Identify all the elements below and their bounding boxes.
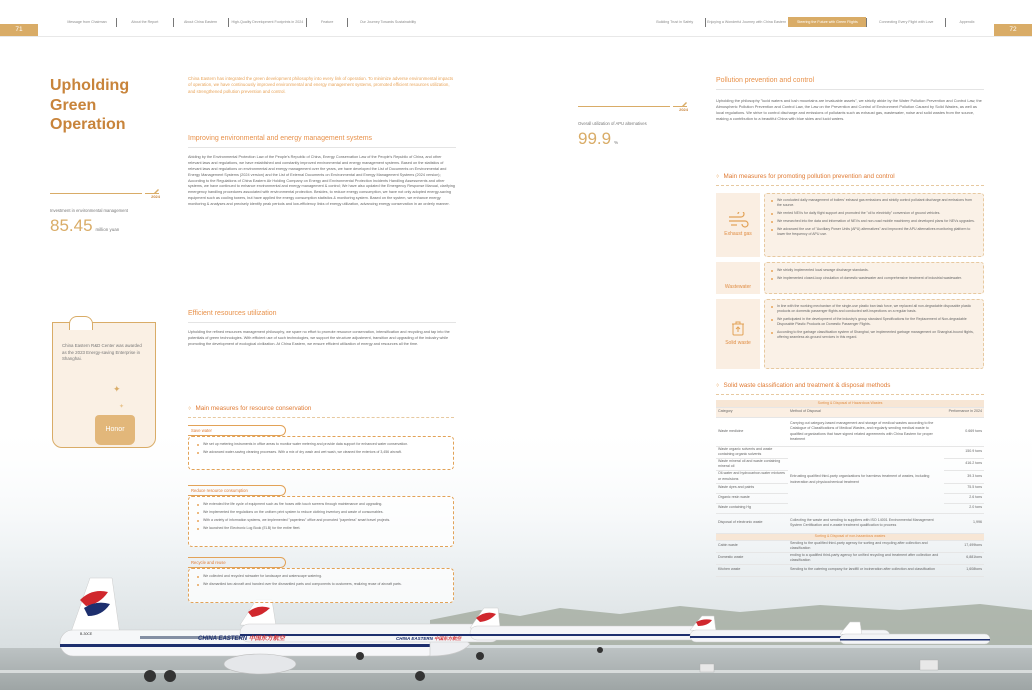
section-underline (716, 89, 984, 90)
tab-save-water: Save water (188, 425, 286, 436)
list-item: We strictly implemented local sewage discharge standards. (771, 268, 977, 273)
apu-metric: 2024 Overall utilization of APU alternatives 99.9 % (578, 100, 688, 151)
section-underline (188, 147, 456, 148)
table-row: Organic resin waste 2.6 tons (716, 493, 984, 503)
dashed-divider (716, 394, 984, 395)
table-row: Waste containing Hg 2.0 tons (716, 503, 984, 513)
measures-heading-resource: ⋅:⋅ Main measures for resource conservation (188, 405, 312, 413)
aircraft-livery-text: CHINA EASTERN 中国东方航空 (198, 636, 285, 642)
list-item: We implemented closed-loop circulation of domestic wastewater and comprehensive treatment of industrial wastewater. (771, 276, 977, 281)
section-body-pollution: Upholding the philosophy "lucid waters and lush mountains are invaluable assets", we strictly abide by the Water Pollution Prevention and Control Law, the Atmospheric Pollution Prevention and Control Law, the Law on the Prevention and Control of Environment Pollution Caused by Solid Wastes, as well as local regulations. We strive to control discharge and emissions of pollutants such as exhaust gas, wastewater, noise and solid wastes from the source, making a contribution to a beautiful China with blue skies and lucid waters. (716, 98, 982, 122)
list-item: We rented NEVs for daily flight support and promoted the "oil to electricity" conversion of ground vehicles. (771, 211, 977, 216)
table-row: Cabin waste Sending to the qualified third-party agency for sorting and recycling after collection and classification 17,499tons (718, 540, 982, 550)
list-item: We dismantled two aircraft and handed over the dismantled parts and components to customers, realizing reuse of aircraft parts. (197, 582, 445, 587)
list-item: With a variety of information systems, we implemented "paperless" office and promoted "paperless" smart travel projects. (197, 518, 445, 523)
nav-item[interactable]: Building Trust in Safety (656, 19, 694, 24)
table-header: Sorting & Disposal of non-hazardous wastes (716, 533, 984, 540)
arrows-icon: ⋅:⋅ (716, 174, 719, 181)
top-nav-left[interactable] (58, 12, 478, 32)
nav-item[interactable]: About the Report (131, 19, 159, 24)
header-divider-left (0, 36, 516, 37)
list-item: We advanced water-saving cleaning processes. With a mix of dry wash and wet wash, we cleaned the exteriors of 3,456 aircraft. (197, 450, 445, 455)
pollution-measures-grid (716, 193, 984, 369)
list-item: We advanced the use of "Auxiliary Power Units (APU) alternatives" and improved the APU alternatives monitoring platform to lower the frequency of APU use. (771, 227, 977, 237)
dashed-divider (188, 417, 454, 418)
sparkle-icon: ✦ (119, 404, 125, 410)
tab-recycle-reuse: Recycle and reuse (188, 557, 286, 568)
dashed-divider (716, 185, 984, 186)
page-number-right: 72 (994, 24, 1032, 36)
table-row: Waste dyes and paints 75.5 tons (716, 483, 984, 493)
nav-item[interactable]: Enjoying a Wonderful Journey with China Eastern (707, 19, 787, 24)
aircraft-fleet-illustration (0, 560, 1032, 690)
page-title: Upholding Green Operation (50, 77, 130, 134)
pollution-row-wastewater (716, 262, 984, 294)
measures-heading-pollution: ⋅:⋅ Main measures for promoting pollution prevention and control (716, 173, 895, 181)
wind-icon (727, 212, 749, 228)
solid-waste-label: Solid waste (716, 299, 760, 369)
honor-card (52, 322, 156, 448)
list-item: According to the garbage classification system of Shanghai, we implemented garbage management on Shanghai-bound flights, offering seamless air-ground services in this regard. (771, 330, 977, 340)
section-title-resources: Efficient resources utilization (188, 310, 277, 317)
honor-label: Honor (95, 415, 135, 445)
list-item: In line with the working mechanism of the single-use plastic ban task force, we replaced all non-degradable disposable plastic products on domestic passenger flights and conducted self-inspections on a regular basis. (771, 304, 977, 314)
column-header: Performance in 2024 (944, 407, 984, 417)
list-item: We researched into the data and information of NEVs and non-road mobile machinery and developed plans for NEVs upgrades. (771, 219, 977, 224)
section-body-env-energy: Abiding by the Environmental Protection Law of the People's Republic of China, Energy Conservation Law of the People's Republic of China, and other relevant laws and regulations, we have established and constantly improved environmental and energy management systems. Based on the statistics of relevant laws and regulations on environmental and energy management over the years, we have developed the List of Documents on Environmental and Energy Management Systems (2024 version) and the List of External Documents on Environmental and Energy Management Systems (2024 version); According to the Regulations of China Eastern Air Holding Company on Energy and Environmental Protection Incidents Handling Assessments and other systems, we have continued to enhance environmental and energy management & control; We have also updated the Emergency Response Manual, clarifying emergency handling procedures associated with environmental protection. Besides, to reduce energy consumption, we have not only adopted energy-saving equipment such as cooling towers, but have applied the energy consumption statistics & monitoring system. Based on the system, we enhance energy monitoring & analyses and precisely identify peak periods and low-efficiency links of energy utilization, advancing energy conservation in an orderly manner. (188, 155, 455, 206)
list-item: We implemented the regulations on the uniform print system to reduce clothing inventory and waste of consumables. (197, 510, 445, 515)
table-row: Waste medicine Carrying out category-based management and storage of medical wastes according to the Catalogue of Classifications of Medical Wastes, and regularly sending medical waste to qualified organizations that have signed related agreements with China Eastern for proper treatment 0.669 tons (716, 417, 984, 446)
nav-item[interactable]: High-Quality Development Footprints in 2024 (231, 19, 304, 24)
pollution-row-solid-waste (716, 299, 984, 369)
pollution-row-exhaust (716, 193, 984, 257)
list-item: We launched the Electronic Log Book (ELB) for the entire fleet. (197, 526, 445, 531)
table-header: Sorting & Disposal of Hazardous Wastes (716, 400, 984, 407)
column-header: Method of Disposal (788, 407, 944, 417)
arrows-icon: ⋅:⋅ (188, 406, 191, 413)
waste-heading: ⋅:⋅ Solid waste classification and treatment & disposal methods (716, 382, 891, 390)
recycle-reuse-list (188, 568, 454, 603)
table-row: Kitchen waste Sending to the catering company for landfill or incineration after collection and classification 1,608tons (716, 564, 984, 576)
tab-reduce-consumption: Reduce resource consumption (188, 485, 286, 496)
section-title-pollution: Pollution prevention and control (716, 77, 815, 84)
investment-metric: 2024 Investment in environmental management 85.45 million yuan (50, 187, 160, 238)
nav-item[interactable]: Feature (320, 19, 334, 24)
nav-item[interactable]: Connecting Every Flight with Love (879, 19, 934, 24)
nav-item[interactable]: Appendix (959, 19, 975, 24)
top-nav-right[interactable] (596, 12, 988, 32)
wastewater-label: Wastewater (716, 262, 760, 294)
list-item: We set up metering instruments in office areas to monitor water metering and provide data support for enhanced water conservation. (197, 442, 445, 447)
table-row: Waste mineral oil and waste containing mineral oil 416.2 tons (718, 458, 982, 468)
recycle-bin-icon (731, 320, 745, 336)
reduce-consumption-list (188, 496, 454, 547)
header-divider-right (516, 36, 1032, 37)
intro-text: China Eastern has integrated the green development philosophy into every link of operation. To minimize adverse environmental impacts of operation, we have continuously improved environmental and energy management systems, promoted efficient resources utilization, and strengthened pollution prevention and control. (188, 76, 454, 94)
list-item: We collected and recycled rainwater for landscape and waterscape watering. (197, 574, 445, 579)
aircraft-3 (470, 608, 710, 653)
table-row: Disposal of electronic waste Collecting the waste and sending to suppliers with ISO 14001 Environmental Management System Certification and e-waste treatment qualification to process 1,996 (716, 513, 984, 533)
exhaust-gas-label: Exhaust gas (716, 193, 760, 257)
table-row: Waste organic solvents and waste containing organic solvents Entrusting qualified third-party organizations for harmless treatment of wastes, including incineration and physicochemical treatment 150.9 tons (716, 446, 984, 458)
nav-item[interactable]: Our Journey Towards Sustainability (359, 19, 417, 24)
save-water-list (188, 436, 454, 470)
waste-table (716, 400, 984, 577)
nav-item[interactable]: About China Eastern (184, 19, 218, 24)
nav-item[interactable]: Message from Chairman (67, 19, 107, 24)
column-header: Category (716, 407, 788, 417)
section-title-env-energy: Improving environmental and energy management systems (188, 135, 373, 142)
arrows-icon: ⋅:⋅ (716, 383, 719, 390)
list-item: We participated in the development of the industry's group standard Specifications for the Replacement of Non-degradable Disposable Plastic Products on Domestic Passenger Flights. (771, 317, 977, 327)
list-item: We conducted daily management of boilers' exhaust gas emissions and strictly control pollutant discharge and emissions from the source. (771, 198, 977, 208)
section-underline (188, 322, 456, 323)
list-item: We extended the life cycle of equipment such as fire hoses with touch screens through maintenance and upgrading. (197, 502, 445, 507)
section-body-resources: Upholding the refined resources management philosophy, we spare no effort to promote resource conservation, intensification and recycling and tap into the potentials of green technologies. With efficient use of such technologies, we support the structure adjustment, transition and upgrading of the industry while promoting the development of ecological civilization. At China Eastern, we ensure efficient utilization of energy and resources all the time. (188, 330, 450, 346)
table-row: Oil-water and hydrocarbon-water mixtures or emulsions 39.3 tons (716, 470, 984, 483)
nav-item-active[interactable]: Steering the Future with Green Flights (788, 17, 866, 28)
honor-text: China Eastern R&D Center was awarded as the 2023 Energy-saving Enterprise in Shanghai. (62, 343, 142, 362)
page-number-left: 71 (0, 24, 38, 36)
sparkle-icon: ✦ (113, 384, 121, 394)
aircraft-livery-text-2: CHINA EASTERN 中国东方航空 (396, 636, 462, 641)
table-row: Domestic waste ending to a qualified third-party agency for unified recycling and treatment after collection and classification 6,881tons (718, 552, 982, 562)
aircraft-registration: B-30CE (80, 632, 93, 636)
